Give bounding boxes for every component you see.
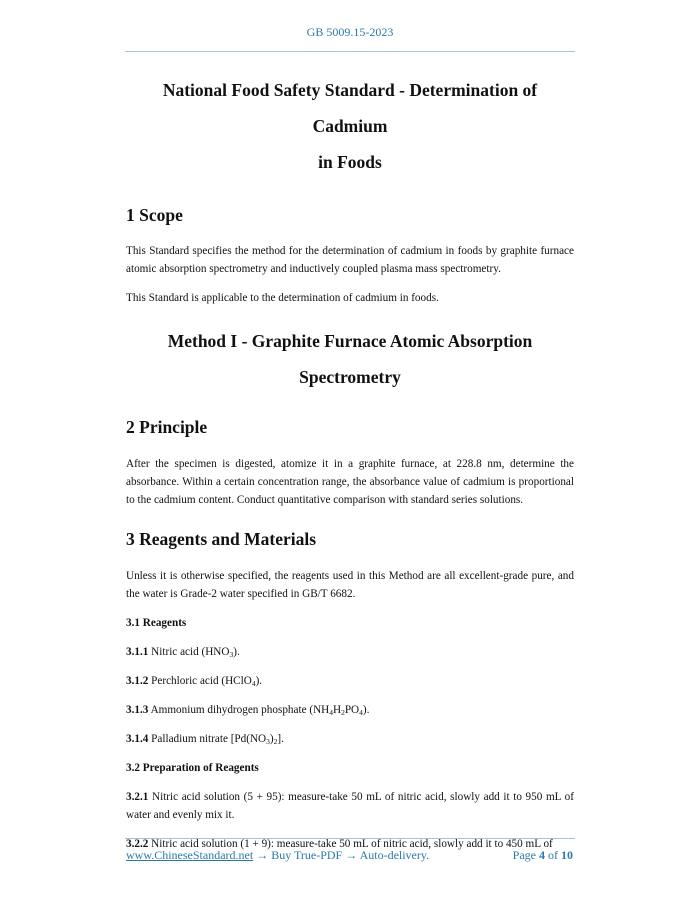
reagent-item: 3.1.3 Ammonium dihydrogen phosphate $(NH_4H_2PO_4)$. <box>126 704 370 717</box>
document-title-line1: National Food Safety Standard - Determination of Cadmium <box>162 80 538 136</box>
page-header <box>125 25 575 40</box>
footer-divider <box>125 838 575 839</box>
reagents-heading: 3 Reagents and Materials <box>126 529 317 549</box>
standard-code: GB 5009.15-2023 <box>306 25 394 39</box>
total-pages: 10 <box>561 848 573 862</box>
site-link[interactable]: www.ChineseStandard.net <box>126 848 254 862</box>
principle-paragraph: After the specimen is digested, atomize it in a graphite furnace, at 228.8 nm, determine the absorbance. Within a certain concentration range, the absorbance value of cadmium is proportional to the cadmium content. Conduct quantitative comparison with standard series solutions. <box>126 458 574 506</box>
principle-heading: 2 Principle <box>126 417 208 437</box>
method-title-line1: Method I - Graphite Furnace Atomic Absorption <box>167 331 533 351</box>
subsection-reagents: 3.1 Reagents <box>126 617 187 629</box>
method-title <box>126 323 574 395</box>
page-indicator: Page 4 of 10 <box>512 848 573 862</box>
subsection-preparation: 3.2 Preparation of Reagents <box>126 762 259 774</box>
footer-promo-text: → Buy True-PDF → Auto-delivery. <box>253 848 430 862</box>
reagent-item: 3.1.4 Palladium nitrate $[Pd(NO_3)_2]$. <box>126 733 284 746</box>
footer-promo <box>126 848 429 863</box>
document-title <box>126 70 574 180</box>
scope-paragraph-2: This Standard is applicable to the determination of cadmium in foods. <box>126 292 439 304</box>
document-title-line2: in Foods <box>318 152 382 172</box>
current-page: 4 <box>539 848 545 862</box>
preparation-item: 3.2.1 Nitric acid solution (5 + 95): measure-take 50 mL of nitric acid, slowly add it to 950 mL of water and evenly mix it. <box>126 791 574 821</box>
reagents-intro: Unless it is otherwise specified, the reagents used in this Method are all excellent-grade pure, and the water is Grade-2 water specified in GB/T 6682. <box>126 570 574 600</box>
document-body <box>126 70 574 853</box>
scope-heading: 1 Scope <box>126 205 183 225</box>
reagent-item: 3.1.1 Nitric acid $(HNO_3)$. <box>126 646 240 659</box>
method-title-line2: Spectrometry <box>299 367 401 387</box>
reagent-item: 3.1.2 Perchloric acid (HClO$_4$). <box>126 675 263 688</box>
header-divider <box>125 51 575 52</box>
scope-paragraph-1: This Standard specifies the method for the determination of cadmium in foods by graphite furnace atomic absorption spectrometry and inductively coupled plasma mass spectrometry. <box>126 245 574 275</box>
preparation-item: 3.2.2 Nitric acid solution (1 + 9): measure-take 50 mL of nitric acid, slowly add it to 450 mL of <box>126 838 553 850</box>
